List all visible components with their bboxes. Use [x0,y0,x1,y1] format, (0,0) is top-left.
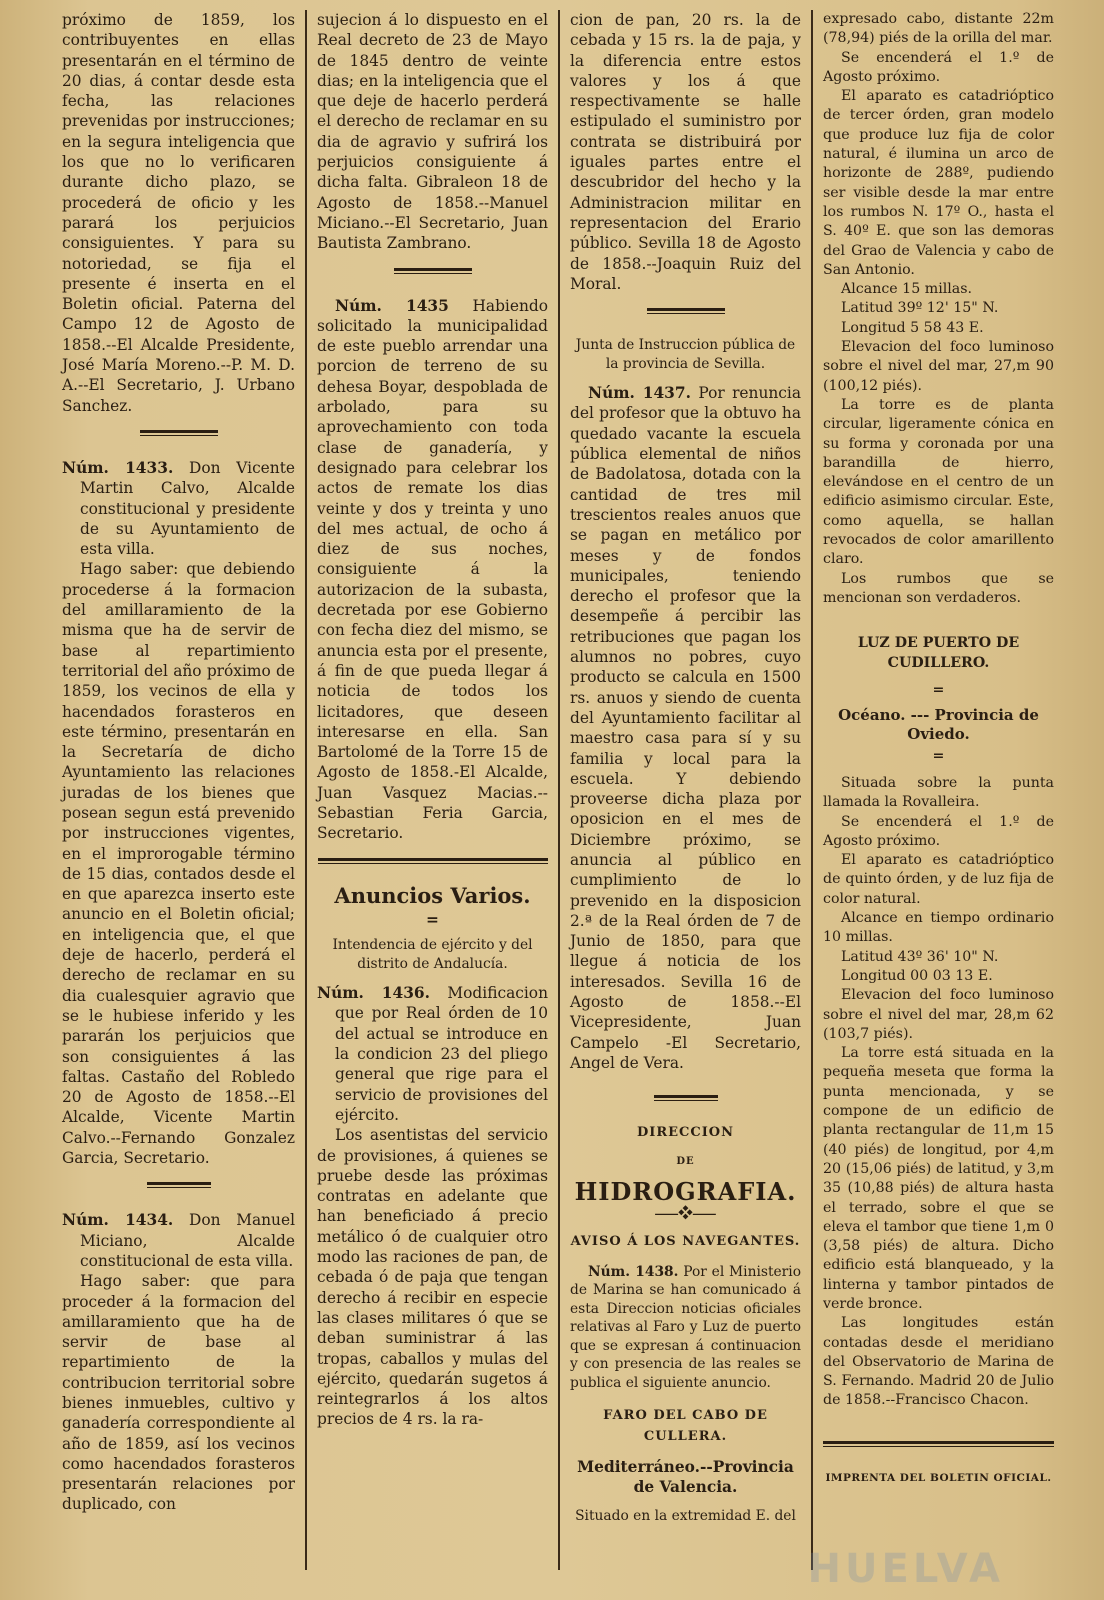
notice-number: Núm. 1435 [335,296,449,315]
notice-1438 [570,1263,801,1393]
alcance: Alcance 15 millas. [841,281,973,298]
rumbos: Los rumbos que se mencionan son verdaderos. [823,570,1054,606]
column-2 [305,10,558,1570]
ornament: ⸺❖⸺ [654,1206,717,1223]
torre2: La torre está situada en la pequeña meseta que forma la punta mencionada, y se compone de un edificio de planta rectangular de 11,m 15 (40 piés) de longitud, por 4,m 20 (15,06 piés) de latitud, y 3,m 35 (10,88 piés) de altura hasta el terrado, sobre el que se eleva el tambor que tiene 1,m 0 (3,58 piés) de altura. Dicho edificio está blanqueado, y la linterna y tambor pintados de verde bronce. [823,1045,1054,1312]
notice-1436-header [317,983,548,1125]
col2-paragraph: sujecion á lo dispuesto en el Real decreto de 23 de Mayo de 1845 dentro de veinte dias; en la inteligencia que el que deje de hacerlo perderá el derecho de reclamar en su dia de agravio y sufrirá los perjuicios consiguiente á dicha falta. Gibraleon 18 de Agosto de 1858.--Manuel Miciano.--El Secretario, Juan Bautista Zambrano. [317,11,548,253]
alcance2: Alcance en tiempo ordinario 10 millas. [823,910,1054,946]
col4-p1: expresado cabo, distante 22m (78,94) piés de la orilla del mar. [823,11,1054,47]
imprint-line: IMPRENTA DEL BOLETIN OFICIAL. [825,1471,1052,1484]
notice-number: Núm. 1433. [62,458,174,477]
separator [647,308,725,314]
col4-p3: El aparato es catadrióptico de tercer órden, gran modelo que produce luz fija de color natural, é ilumina un arco de horizonte de 288º, pudiendo ser visible desde la mar entre los rumbos N. 17º O., hasta el S. 40º E. que son las demoras del Grao de Valencia y cabo de San Antonio. [823,88,1054,278]
elevacion: Elevacion del foco luminoso sobre el nivel del mar, 27,m 90 (100,12 piés). [823,339,1054,394]
separator [140,430,218,436]
notice-1435 [317,296,548,844]
section-divider: = [932,747,945,764]
notice-title: Don Vicente Martin Calvo, Alcalde constitucional y presidente de su Ayuntamiento de esta villa. [80,458,295,559]
junta-heading: Junta de Instruccion pública de la provincia de Sevilla. [575,337,796,372]
notice-1434-body: Hago saber: que para proceder á la formacion del amillaramiento que ha de servir de base al repartimiento de la contribucion territorial sobre bienes inmuebles, cultivo y ganadería correspondiente al año de 1859, así los vecinos como hacendados forasteros presentarán relaciones por duplicado, con [62,1272,295,1514]
col4-p2: Se encenderá el 1.º de Agosto próximo. [823,49,1054,85]
column-3 [558,10,811,1570]
columns [52,10,1094,1570]
notice-title: Don Manuel Miciano, Alcalde constitucional de esta villa. [80,1211,295,1270]
col3-paragraph: cion de pan, 20 rs. la de cebada y 15 rs. la de paja, y la diferencia entre estos valores y los á que respectivamente se halle estipulado el suministro por contrata se distribuirá por iguales partes entre el descubridor del hecho y la Administracion militar en representacion del Erario público. Sevilla 18 de Agosto de 1858.--Joaquin Ruiz del Moral. [570,11,801,293]
notice-1437 [570,383,801,1073]
situada: Situada sobre la punta llamada la Rovalleira. [823,774,1054,811]
notice-number: Núm. 1436. [317,984,430,1003]
notice-number: Núm. 1438. [588,1263,679,1280]
notice-1436-body: Los asentistas del servicio de provisiones, á quienes se pruebe desde las próximas contratas en adelante que han beneficiado á precio metálico ó de cualquier otro modo las raciones de pan, de cebada ó de paja que tengan derecho á recibir en especie las clases militares ó que se deban suministrar á las tropas, caballos y mulas del ejército, quedarán sugetos á reintegrarlos á los altos precios de 4 rs. la ra- [317,1126,548,1429]
footer-rule [823,1441,1054,1447]
column-4 [811,10,1064,1570]
longitud2: Longitud 00 03 13 E. [841,967,993,984]
hidrografia-title: HIDROGRAFIA. [574,1176,797,1206]
aparato2: El aparato es catadrióptico de quinto órden, y de luz fija de color natural. [823,852,1054,907]
separator [654,1095,718,1101]
longitud: Longitud 5 58 43 E. [841,319,984,336]
longitudes: Las longitudes están contadas desde el meridiano del Observatorio de Marina de S. Fernando. Madrid 20 de Julio de 1858.--Francisco Chacon. [823,1315,1054,1409]
encendera: Se encenderá el 1.º de Agosto próximo. [823,813,1054,849]
torre: La torre es de planta circular, ligeramente cónica en su forma y coronada por una barandilla de hierro, elevándose en el centro de un edificio asimismo circular. Este, como aquella, se hallan revocados de color amarillento claro. [823,396,1054,568]
faro-heading: FARO DEL CABO DE CULLERA. [603,1408,768,1444]
col1-paragraph: próximo de 1859, los contribuyentes en ellas presentarán en el término de 20 dias, á contar desde esta fecha, las relaciones prevenidas por instrucciones; en la segura inteligencia que los que no lo verificaren durante dicho plazo, se procederá de oficio y les parará los perjuicios consiguientes. Y para su notoriedad, se fija el presente é inserta en el Boletin oficial. Paterna del Campo 12 de Agosto de 1858.--El Alcalde Presidente, José María Moreno.--P. M. D. A.--El Secretario, J. Urbano Sanchez. [62,11,295,415]
column-1 [52,10,305,1570]
notice-body: Por renuncia del profesor que la obtuvo ha quedado vacante la escuela pública elemental de niños de Badolatosa, dotada con la cantidad de tres mil trescientos reales anuos que se pagan en metálico por meses y de fondos municipales, teniendo derecho el profesor que la desempeñe á percibir las retribuciones que pagan los alumnos no pobres, cuyo producto se calcula en 1500 rs. anuos y siendo de cuenta del Ayuntamiento facilitar al maestro casa para sí y su familia y local para la escuela. Y debiendo proveerse dicha plaza por oposicion en el mes de Diciembre próximo, se anuncia al público en cumplimiento de lo prevenido en la disposicion 2.ª de la Real órden de 7 de Junio de 1850, para que llegue á noticia de los interesados. Sevilla 16 de Agosto de 1858.--El Vicepresidente, Juan Campelo -El Secretario, Angel de Vera. [570,384,801,1072]
separator [318,858,548,864]
notice-1433-body: Hago saber: que debiendo procederse á la formacion del amillaramiento de la misma que ha de servir de base al repartimiento territorial del año próximo de 1859, los vecinos de ella y hacendados forasteros en este término, presentarán en la Secretaría de dicho Ayuntamiento las relaciones juradas de los bienes que posean segun está prevenido por instrucciones vigentes, en el improrogable término de 15 dias, contados desde el en que aparezca inserto este anuncio en el Boletin oficial; en inteligencia que, el que deje de hacerlo, perderá el derecho de reclamar en su dia cualesquier agravio que se le hubiese inferido y les pararán los perjuicios que son consiguientes á las faltas. Castaño del Robledo 20 de Agosto de 1858.--El Alcalde, Vicente Martin Calvo.--Fernando Gonzalez Garcia, Secretario. [62,560,295,1168]
luz-heading: LUZ DE PUERTO DE CUDILLERO. [857,635,1020,671]
separator [394,268,472,274]
section-divider: = [932,681,945,698]
mediterraneo-heading: Mediterráneo.--Provincia de Valencia. [577,1457,794,1497]
watermark: HUELVA [807,1546,1004,1592]
de-heading: DE [676,1155,695,1167]
section-title-anuncios: Anuncios Varios. [334,882,531,908]
notice-body: Por el Ministerio de Marina se han comunicado á esta Direccion noticias oficiales relativas al Faro y Luz de puerto que se expresan á continuacion y con presencia de las reales se publica el siguiente anuncio. [570,1263,801,1391]
direccion-heading: DIRECCION [636,1125,735,1141]
notice-body: Habiendo solicitado la municipalidad de este pueblo arrendar una porcion de terreno de su dehesa Boyar, despoblada de arbolado, para su aprovechamiento con toda clase de ganadería, y designado para celebrar los actos de remate los dias veinte y dos y treinta y uno del mes actual, de ocho á diez de sus noches, consiguiente á la autorizacion de la subasta, decretada por ese Gobierno con fecha diez del mismo, se anuncia esta por el presente, á fin de que pueda llegar á noticia de todos los licitadores, que deseen interesarse en ella. San Bartolomé de la Torre 15 de Agosto de 1858.-El Alcalde, Juan Vasquez Macias.--Sebastian Feria Garcia, Secretario. [317,296,548,843]
elevacion2: Elevacion del foco luminoso sobre el nivel del mar, 28,m 62 (103,7 piés). [823,987,1054,1042]
notice-number: Núm. 1437. [588,384,691,403]
section-divider: = [426,910,439,929]
latitud2: Latitud 43º 36' 10" N. [841,948,999,965]
notice-number: Núm. 1434. [62,1211,174,1230]
separator [147,1182,211,1188]
situado-line: Situado en la extremidad E. del [575,1508,796,1525]
aviso-heading: AVISO Á LOS NAVEGANTES. [570,1234,801,1250]
notice-1434-header [62,1210,295,1271]
intendencia-heading: Intendencia de ejército y del distrito de Andalucía. [332,937,533,972]
latitud: Latitud 39º 12' 15" N. [841,300,999,317]
notice-title: Modificacion que por Real órden de 10 del actual se introduce en la condicion 23 del pliego general que rige para el servicio de provisiones del ejército. [335,984,548,1124]
oceano-heading: Océano. --- Provincia de Oviedo. [838,706,1039,744]
notice-1433-header [62,458,295,559]
